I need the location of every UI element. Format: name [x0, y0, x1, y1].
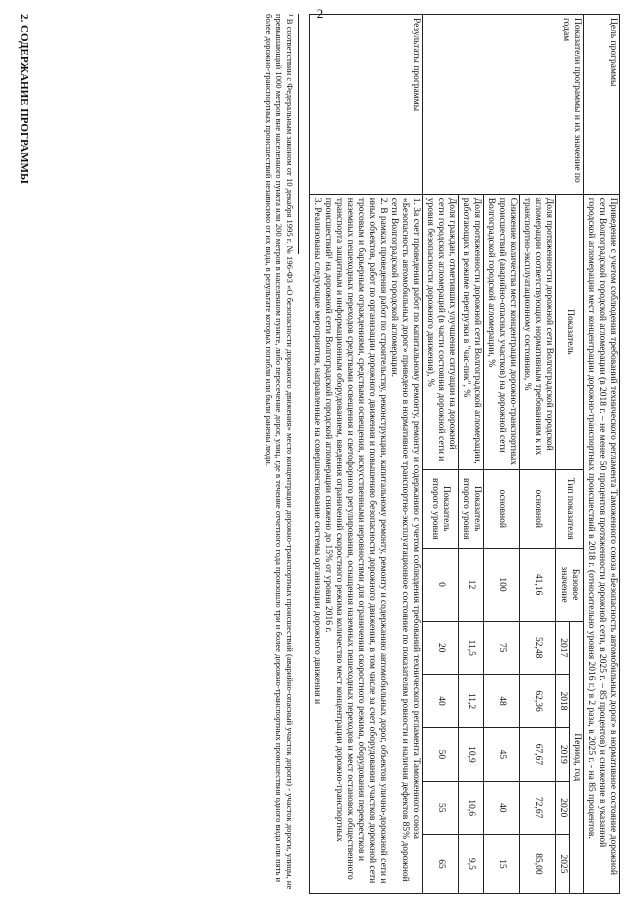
indicator-value: 10,9 — [458, 728, 483, 781]
goal-text: Приведение с учетом соблюдения требований технического регламента Таможенного союза «Безопасность автомобильных дорог» в нормативное состояние дорожной сети Волгоградской городской агломерации (в 2018 г. – не менее 50 процентов протяженности дорожной сети, в 2025 г. – 85 процентов) и снижение в указанной городской агломерации мест концентрации дорожно-транспортных происшествий в 2018 г. (относительно уровня 2016 г.) в 2 раза, в 2025 г. - на 85 процентов. — [583, 194, 619, 893]
indicator-value: 52,48 — [519, 621, 555, 674]
program-table — [309, 14, 620, 894]
year-cell: 2025 — [555, 834, 569, 893]
goal-row — [583, 15, 619, 894]
year-cell: 2017 — [555, 621, 569, 674]
indicator-type: основной — [483, 469, 519, 548]
indicator-value: 9,5 — [458, 834, 483, 893]
page-number: 2 — [316, 6, 324, 21]
indicator-value: 45 — [483, 728, 519, 781]
indicator-name: Доля протяженности дорожной сети Волгоградской агломерации, работающих в режиме перегрузки в "час-пик", % — [458, 194, 483, 469]
results-text — [309, 194, 422, 893]
footnote: ¹ В соответствии с Федеральным законом от 10 декабря 1995 г. № 196-ФЗ «О безопасности дорожного движения» место концентрации дорожно-транспортных происшествий (аварийно-опасный участок дороги) - участок дороги, улицы, не превышающий 1000 метров вне населенного пункта или 200 метров в населенном пункте, либо пересечение дорог, улиц, где в течение отчетного года произошло три и более дорожно-транспортных происшествия одного вида или пять и более дорожно-транспортных происшествий независимо от их вида, в результате которых погибли или были ранены люди. — [263, 14, 295, 890]
indicator-base: 100 — [483, 548, 519, 621]
header-indicator: Показатель — [555, 194, 583, 469]
indicator-value: 10,6 — [458, 781, 483, 834]
indicator-value: 85,00 — [519, 834, 555, 893]
indicator-name: Доля граждан, отметивших улучшение ситуации на дорожной сети городских агломераций (в части состояния дорожной сети и уровня безопасности дорожного движения), % — [422, 194, 458, 469]
indicator-value: 55 — [422, 781, 458, 834]
indicator-type: Показатель второго уровня — [458, 469, 483, 548]
indicator-base: 41,16 — [519, 548, 555, 621]
year-cell: 2018 — [555, 674, 569, 727]
results-row — [309, 15, 422, 894]
result-item: 3. Реализованы следующие мероприятия, направленные на совершенствование системы организации дорожного движения и — [311, 197, 322, 705]
indicator-value: 50 — [422, 728, 458, 781]
year-cell: 2019 — [555, 728, 569, 781]
indicator-name: Доля протяженности дорожной сети Волгоградской городской агломерации соответствующих нормативным требованиям к их транспортно-эксплуатационному состоянию, % — [519, 194, 555, 469]
goal-label: Цель программы — [583, 15, 619, 195]
indicators-header-row — [569, 15, 583, 894]
indicators-label: Показатели программы и их значение по годам — [422, 15, 583, 195]
indicator-value: 62,36 — [519, 674, 555, 727]
rotated-page-content — [10, 14, 620, 894]
indicator-value: 20 — [422, 621, 458, 674]
indicator-value: 11,2 — [458, 674, 483, 727]
indicator-value: 48 — [483, 674, 519, 727]
indicator-value: 75 — [483, 621, 519, 674]
indicator-name: Снижение количества мест концентрации дорожно-транспортных происшествий (аварийно-опасных участков) на дорожной сети Волгоградской городской агломерации, % — [483, 194, 519, 469]
indicator-value: 11,5 — [458, 621, 483, 674]
header-base: Базовое значение — [555, 548, 583, 621]
results-label: Результаты программы — [309, 15, 422, 195]
indicator-value: 15 — [483, 834, 519, 893]
indicator-base: 0 — [422, 548, 458, 621]
indicator-type: основной — [519, 469, 555, 548]
indicator-value: 67,67 — [519, 728, 555, 781]
indicator-value: 65 — [422, 834, 458, 893]
result-item: 2. В рамках проведения работ по строительству, реконструкции, капитальному ремонту, ремонту и содержанию автомобильных дорог, объектов улично-дорожной сети и иных объектов, работ по организации дорожного движения и повышению безопасности дорожного движения, в том числе за счет оборудования участков дорожной сети тросовым и барьерным ограждениями, средствами освещения, искусственными неровностями для ограничения скоростного режима, оборудования перекрестков и наземных пешеходных переходов средствами освещения и светофорного регулирования, оснащения наземных пешеходных переходов и мест остановок общественного транспорта защитным и информационным оборудованием, введения ограничений скоростного режима количество мест концентрации дорожно-транспортных происшествий¹ на дорожной сети Волгоградской городской агломерации снижено до 15% от уровня 2016 г. — [322, 197, 388, 884]
year-cell: 2020 — [555, 781, 569, 834]
footnote-divider — [298, 14, 299, 254]
indicator-value: 40 — [422, 674, 458, 727]
indicator-type: Показатель второго уровня — [422, 469, 458, 548]
indicator-value: 72,67 — [519, 781, 555, 834]
indicator-base: 12 — [458, 548, 483, 621]
indicator-value: 40 — [483, 781, 519, 834]
header-period: Период, год — [569, 621, 583, 893]
section-title: 2. СОДЕРЖАНИЕ ПРОГРАММЫ — [18, 14, 30, 184]
header-type: Тип показателя — [555, 469, 583, 548]
result-item: 1. За счет проведения работ по капитальному ремонту, ремонту и содержанию с учетом соблюдения требований технического регламента Таможенного союза «Безопасность автомобильных дорог» приведено в нормативное транспортно-эксплуатационное состояние по показателям ровности и наличия дефектов 85% дорожной сети Волгоградской городской агломерации. — [388, 197, 421, 882]
